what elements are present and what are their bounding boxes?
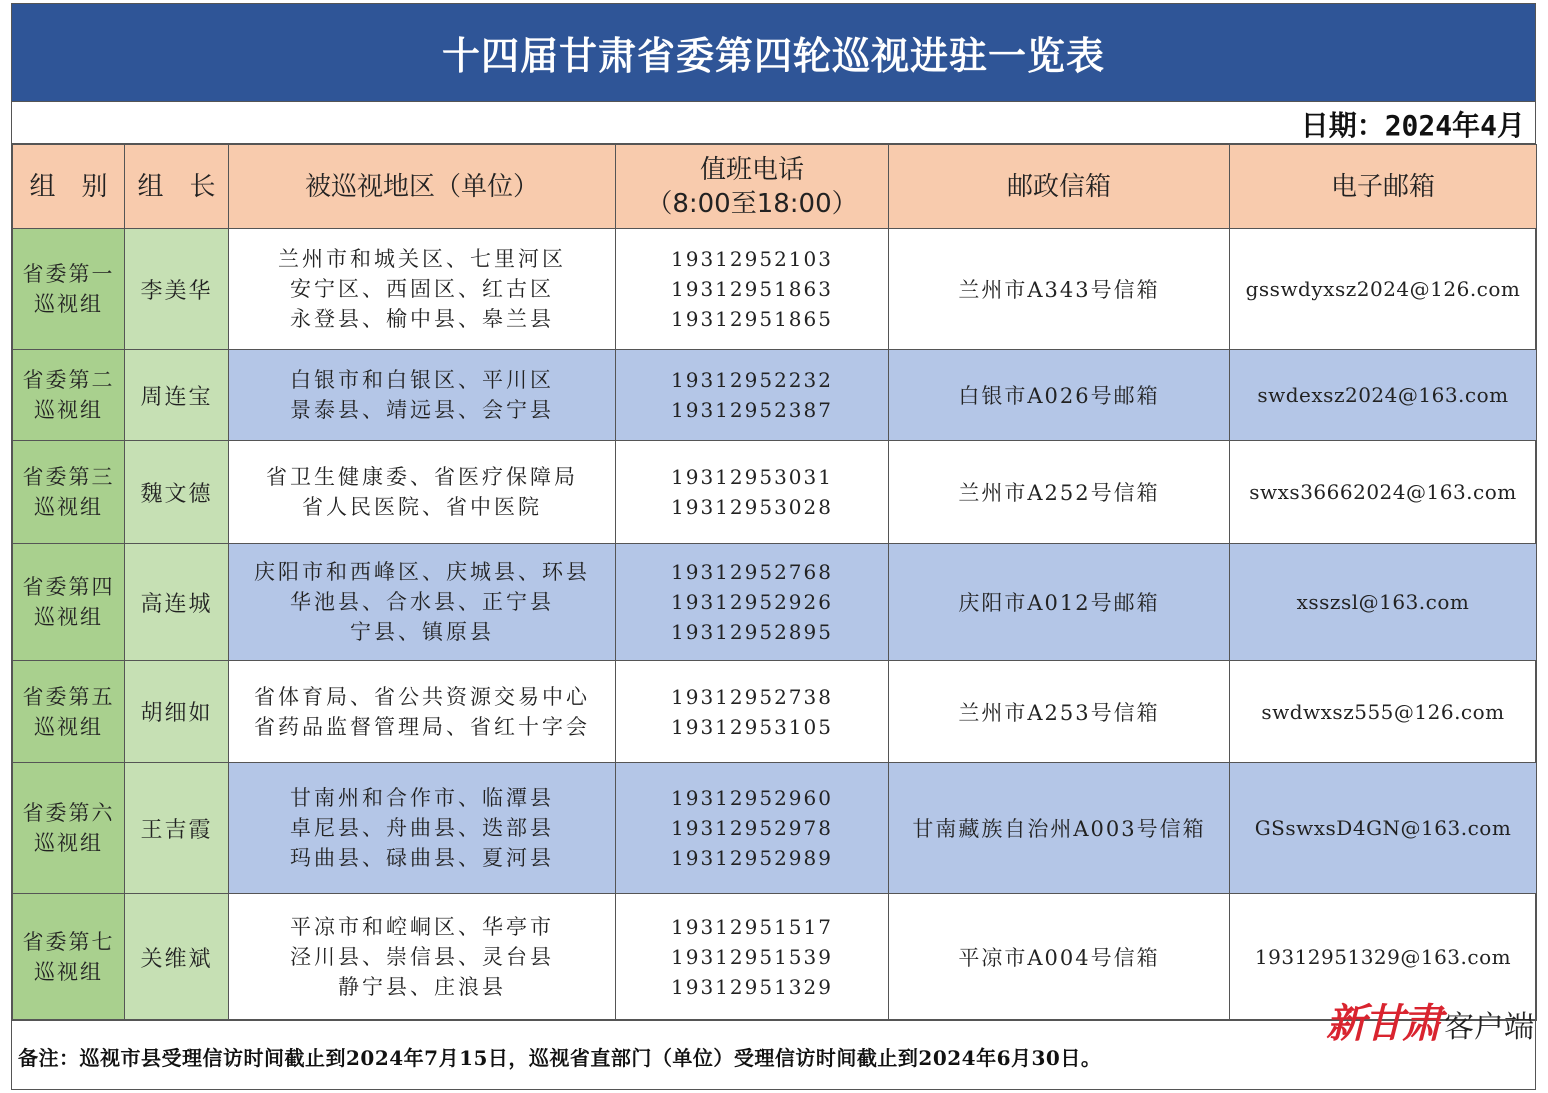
header-leader: 组 长 [125,145,229,229]
table-row [13,894,1537,1021]
page-title: 十四届甘肃省委第四轮巡视进驻一览表 [12,4,1535,101]
table-row [13,763,1537,894]
email-cell: swdexsz2024@163.com [1230,350,1537,441]
leader-cell: 魏文德 [125,441,229,544]
area-cell: 白银市和白银区、平川区 景泰县、靖远县、会宁县 [229,350,616,441]
area-cell: 兰州市和城关区、七里河区 安宁区、西固区、红古区 永登县、榆中县、皋兰县 [229,229,616,350]
date-label: 日期：2024年4月 [1300,109,1525,142]
email-cell: GSswxsD4GN@163.com [1230,763,1537,894]
postbox-cell: 兰州市A253号信箱 [889,661,1230,763]
leader-cell: 关维斌 [125,894,229,1021]
email-cell: xsszsl@163.com [1230,544,1537,661]
group-cell: 省委第七 巡视组 [13,894,125,1021]
email-cell: swxs36662024@163.com [1230,441,1537,544]
phone-cell: 19312951517 19312951539 19312951329 [616,894,889,1021]
header-group: 组 别 [13,145,125,229]
header-area: 被巡视地区（单位） [229,145,616,229]
leader-cell: 李美华 [125,229,229,350]
postbox-cell: 兰州市A252号信箱 [889,441,1230,544]
table-row [13,441,1537,544]
phone-cell: 19312952232 19312952387 [616,350,889,441]
group-cell: 省委第二 巡视组 [13,350,125,441]
postbox-cell: 平凉市A004号信箱 [889,894,1230,1021]
brand-suffix: 客户端 [1444,1010,1534,1045]
table-row [13,661,1537,763]
group-cell: 省委第三 巡视组 [13,441,125,544]
date-row [12,101,1535,144]
email-cell: gsswdyxsz2024@126.com [1230,229,1537,350]
table-row [13,229,1537,350]
inspection-table [12,144,1537,1021]
postbox-cell: 兰州市A343号信箱 [889,229,1230,350]
header-email: 电子邮箱 [1230,145,1537,229]
table-header-row [13,145,1537,229]
table-row [13,544,1537,661]
note-row [12,1019,1535,1089]
leader-cell: 胡细如 [125,661,229,763]
leader-cell: 高连城 [125,544,229,661]
area-cell: 平凉市和崆峒区、华亭市 泾川县、崇信县、灵台县 静宁县、庄浪县 [229,894,616,1021]
brand-logo: 新甘肃 [1326,1000,1440,1047]
email-cell: swdwxsz555@126.com [1230,661,1537,763]
brand-watermark [1326,992,1534,1049]
roster-sheet [11,3,1536,1090]
email-cell: 19312951329@163.com [1230,894,1537,1021]
area-cell: 省体育局、省公共资源交易中心 省药品监督管理局、省红十字会 [229,661,616,763]
phone-cell: 19312953031 19312953028 [616,441,889,544]
footnote: 备注：巡视市县受理信访时间截止到2024年7月15日，巡视省直部门（单位）受理信访时间截止到2024年6月30日。 [18,1046,1102,1070]
phone-cell: 19312952960 19312952978 19312952989 [616,763,889,894]
table-row [13,350,1537,441]
postbox-cell: 甘南藏族自治州A003号信箱 [889,763,1230,894]
phone-cell: 19312952768 19312952926 19312952895 [616,544,889,661]
area-cell: 省卫生健康委、省医疗保障局 省人民医院、省中医院 [229,441,616,544]
leader-cell: 王吉霞 [125,763,229,894]
postbox-cell: 白银市A026号邮箱 [889,350,1230,441]
area-cell: 庆阳市和西峰区、庆城县、环县 华池县、合水县、正宁县 宁县、镇原县 [229,544,616,661]
group-cell: 省委第一 巡视组 [13,229,125,350]
leader-cell: 周连宝 [125,350,229,441]
phone-cell: 19312952103 19312951863 19312951865 [616,229,889,350]
group-cell: 省委第四 巡视组 [13,544,125,661]
header-postbox: 邮政信箱 [889,145,1230,229]
phone-cell: 19312952738 19312953105 [616,661,889,763]
postbox-cell: 庆阳市A012号邮箱 [889,544,1230,661]
area-cell: 甘南州和合作市、临潭县 卓尼县、舟曲县、迭部县 玛曲县、碌曲县、夏河县 [229,763,616,894]
header-phone: 值班电话 （8:00至18:00） [616,145,889,229]
group-cell: 省委第六 巡视组 [13,763,125,894]
group-cell: 省委第五 巡视组 [13,661,125,763]
